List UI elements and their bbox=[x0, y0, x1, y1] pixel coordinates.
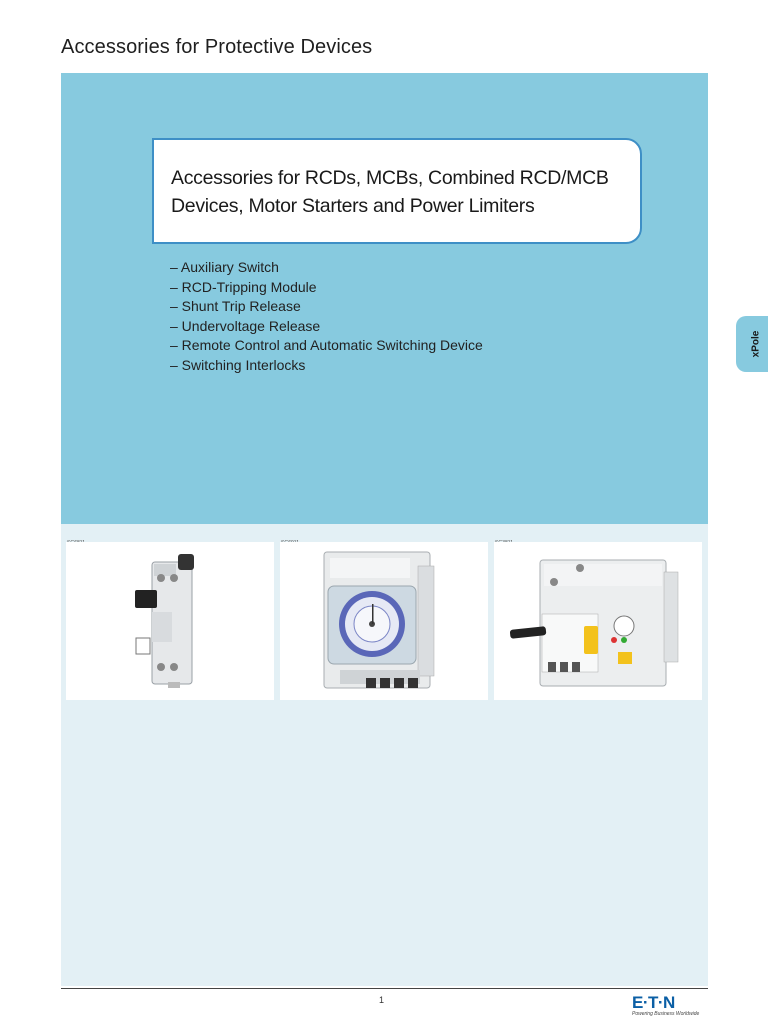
product-image-time-switch bbox=[280, 542, 488, 700]
product-image-auxiliary-switch bbox=[66, 542, 274, 700]
page-number: 1 bbox=[379, 995, 385, 1005]
logo-tagline: Powering Business Worldwide bbox=[632, 1011, 700, 1017]
auxiliary-switch-illustration bbox=[66, 542, 274, 700]
product-image-remote-control-device bbox=[494, 542, 702, 700]
footer-divider bbox=[61, 988, 708, 989]
list-item: – RCD-Tripping Module bbox=[170, 278, 317, 295]
remote-control-device-illustration bbox=[494, 542, 702, 700]
list-item: – Auxiliary Switch bbox=[170, 259, 279, 275]
list-item: – Undervoltage Release bbox=[170, 317, 321, 334]
callout-line-2: Devices, Motor Starters and Power Limiters bbox=[171, 195, 535, 217]
callout-box bbox=[152, 138, 642, 244]
callout-line-1: Accessories for RCDs, MCBs, Combined RCD/MCB bbox=[171, 167, 609, 189]
callout-heading bbox=[171, 164, 609, 220]
feature-list bbox=[170, 258, 483, 375]
section-tab[interactable] bbox=[736, 316, 768, 372]
logo-wordmark: E·T·N bbox=[632, 993, 675, 1012]
list-item: – Remote Control and Automatic Switching Device bbox=[170, 337, 483, 353]
time-switch-illustration bbox=[280, 542, 488, 700]
list-item: – Shunt Trip Release bbox=[170, 298, 301, 314]
list-item: – Switching Interlocks bbox=[170, 356, 306, 373]
page-title: Accessories for Protective Devices bbox=[61, 36, 373, 58]
section-tab-label: xPole bbox=[750, 330, 762, 358]
eaton-logo bbox=[632, 993, 708, 1019]
